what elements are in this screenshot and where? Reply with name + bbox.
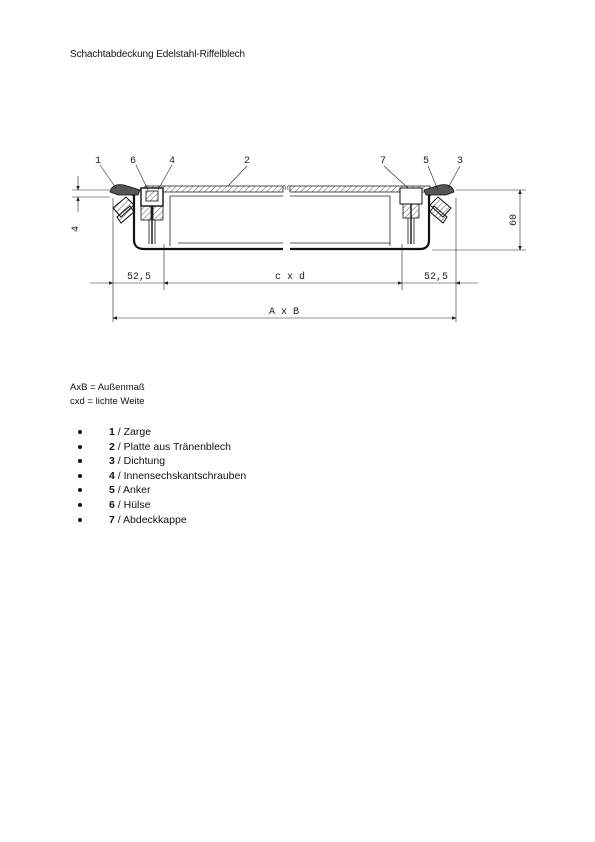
screw-assembly-right xyxy=(400,188,422,244)
bullet-icon xyxy=(78,474,82,478)
dim-side-offset xyxy=(72,176,110,212)
legend-clear: cxd = lichte Weite xyxy=(70,396,145,407)
dim-outer-size: A x B xyxy=(269,307,300,318)
break-gap xyxy=(283,183,290,252)
page-title: Schachtabdeckung Edelstahl-Riffelblech xyxy=(70,49,246,60)
legend-outer: AxB = Außenmaß xyxy=(70,382,145,393)
callout-2: 2 xyxy=(244,156,251,167)
dim-right-edge: 52,5 xyxy=(424,272,449,283)
list-item: 6 / Hülse xyxy=(75,498,246,513)
dim-clear-width: c x d xyxy=(275,272,306,283)
screw-assembly-left xyxy=(141,188,163,244)
callout-7: 7 xyxy=(380,156,387,167)
callout-4: 4 xyxy=(169,156,176,167)
dimension-legend xyxy=(70,381,145,409)
parts-list xyxy=(75,425,246,527)
bullet-icon xyxy=(78,503,82,507)
dim-left-edge: 52,5 xyxy=(127,272,152,283)
anchor-left xyxy=(113,197,134,223)
callout-3: 3 xyxy=(457,156,464,167)
dim-height-label: 60 xyxy=(509,213,520,226)
callout-5: 5 xyxy=(423,156,430,167)
list-item: 3 / Dichtung xyxy=(75,454,246,469)
bullet-icon xyxy=(78,459,82,463)
list-item: 4 / Innensechskantschrauben xyxy=(75,469,246,484)
list-item: 2 / Platte aus Tränenblech xyxy=(75,440,246,455)
list-item: 5 / Anker xyxy=(75,483,246,498)
list-item: 7 / Abdeckkappe xyxy=(75,513,246,528)
dim-side-offset-label: 4 xyxy=(71,225,82,232)
anchor-right xyxy=(430,197,451,223)
bullet-icon xyxy=(78,518,82,522)
callout-1: 1 xyxy=(95,156,102,167)
list-item: 1 / Zarge xyxy=(75,425,246,440)
bullet-icon xyxy=(78,445,82,449)
bullet-icon xyxy=(78,488,82,492)
bullet-icon xyxy=(78,430,82,434)
inner-frame xyxy=(170,196,390,246)
callout-6: 6 xyxy=(130,156,137,167)
